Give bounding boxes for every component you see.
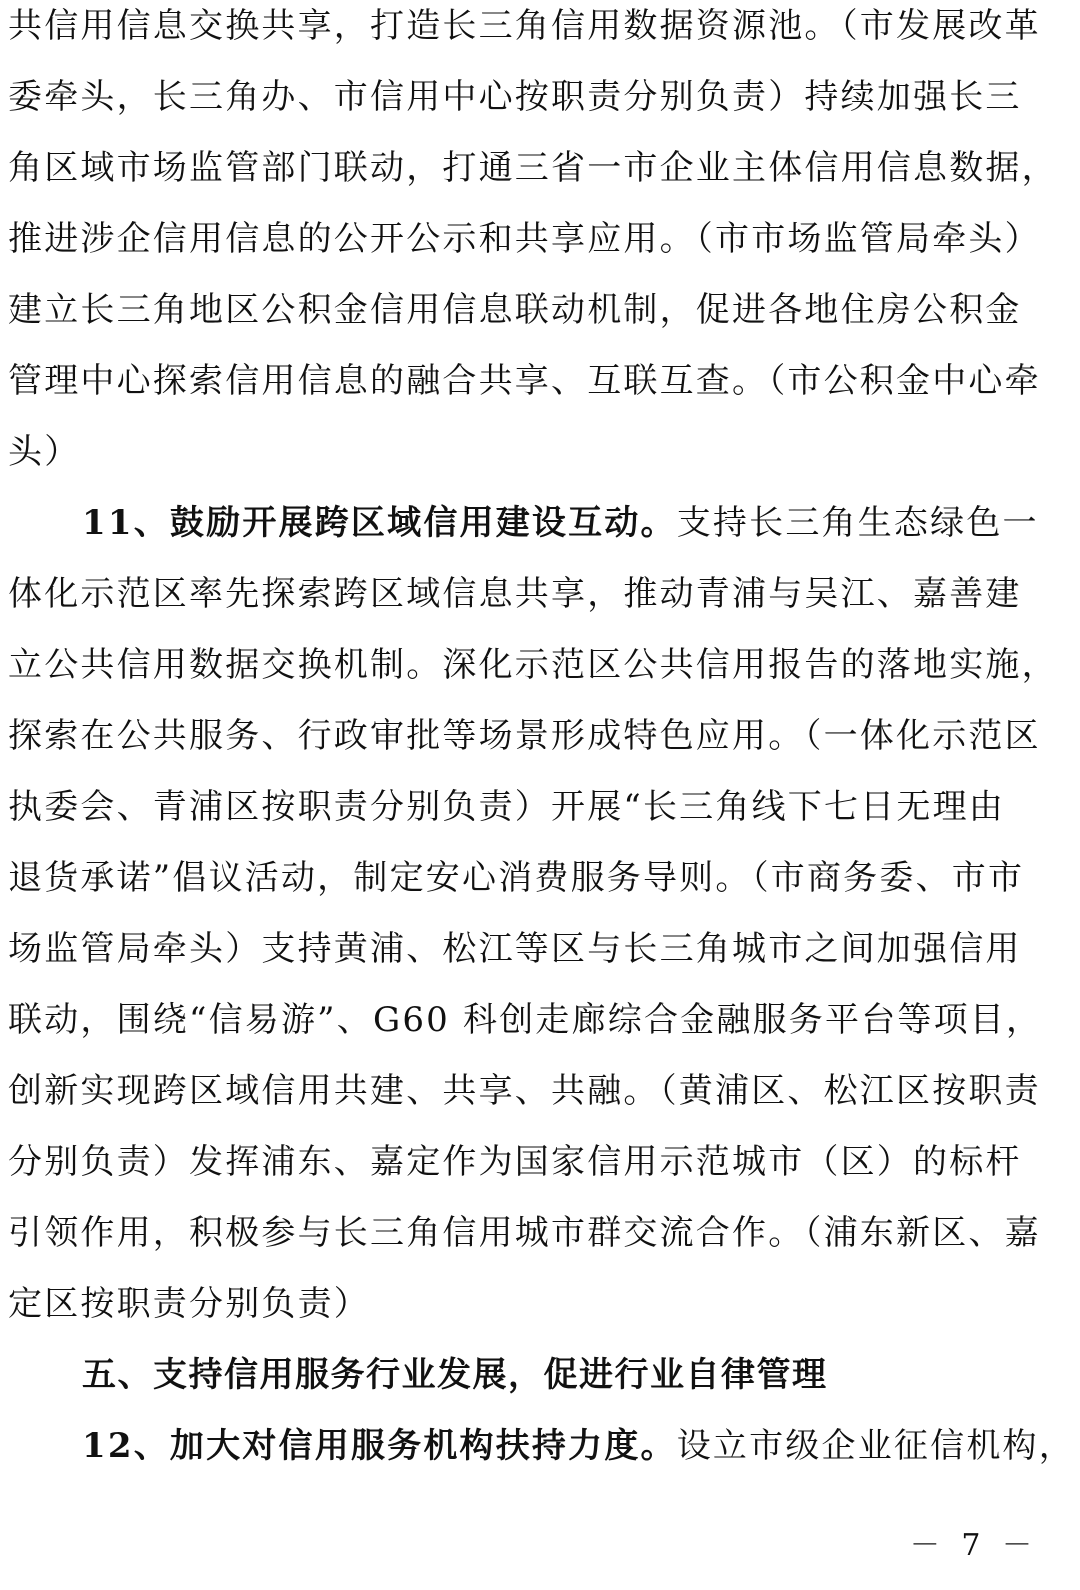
section-11-line-9: 创新实现跨区域信用共建、共享、共融。（黄浦区、松江区按职责 (8, 1071, 1041, 1111)
section-11-line-12: 定区按职责分别负责） (8, 1284, 370, 1324)
section-11-first-line (82, 503, 1040, 543)
section-11-line-7: 场监管局牵头）支持黄浦、松江等区与长三角城市之间加强信用 (8, 929, 1022, 969)
paragraph-line-7: 头） (8, 432, 81, 472)
section-11-line-5: 执委会、青浦区按职责分别负责）开展“长三角线下七日无理由 (8, 787, 1005, 827)
section-11-line-4: 探索在公共服务、行政审批等场景形成特色应用。（一体化示范区 (8, 716, 1041, 756)
section-12-first-line-text: 设立市级企业征信机构， (676, 1426, 1075, 1466)
section-11-line-3: 立公共信用数据交换机制。深化示范区公共信用报告的落地实施， (8, 645, 1058, 685)
section-12-first-line (82, 1426, 1075, 1466)
paragraph-line-6: 管理中心探索信用信息的融合共享、互联互查。（市公积金中心牵 (8, 361, 1041, 401)
section-11-line-2: 体化示范区率先探索跨区域信息共享，推动青浦与吴江、嘉善建 (8, 574, 1022, 614)
paragraph-line-2: 委牵头，长三角办、市信用中心按职责分别负责）持续加强长三 (8, 77, 1022, 117)
section-11-line-6: 退货承诺”倡议活动，制定安心消费服务导则。（市商务委、市市 (8, 858, 1025, 898)
section-11-title: 11、鼓励开展跨区域信用建设互动。 (82, 503, 677, 543)
section-11-line-11: 引领作用，积极参与长三角信用城市群交流合作。（浦东新区、嘉 (8, 1213, 1041, 1253)
section-12-title: 12、加大对信用服务机构扶持力度。 (82, 1426, 677, 1466)
paragraph-line-5: 建立长三角地区公积金信用信息联动机制，促进各地住房公积金 (8, 290, 1022, 330)
paragraph-line-4: 推进涉企信用信息的公开公示和共享应用。（市市场监管局牵头） (8, 219, 1041, 259)
paragraph-line-1: 共信用信息交换共享，打造长三角信用数据资源池。（市发展改革 (8, 6, 1041, 46)
paragraph-line-3: 角区域市场监管部门联动，打通三省一市企业主体信用信息数据， (8, 148, 1058, 188)
section-11-line-8: 联动，围绕“信易游”、G60 科创走廊综合金融服务平台等项目， (8, 1000, 1043, 1040)
section-11-first-line-text: 支持长三角生态绿色一 (676, 503, 1039, 543)
section-5-heading: 五、支持信用服务行业发展，促进行业自律管理 (82, 1355, 828, 1395)
page-number: － 7 － (909, 1528, 1038, 1563)
section-11-line-10: 分别负责）发挥浦东、嘉定作为国家信用示范城市（区）的标杆 (8, 1142, 1022, 1182)
